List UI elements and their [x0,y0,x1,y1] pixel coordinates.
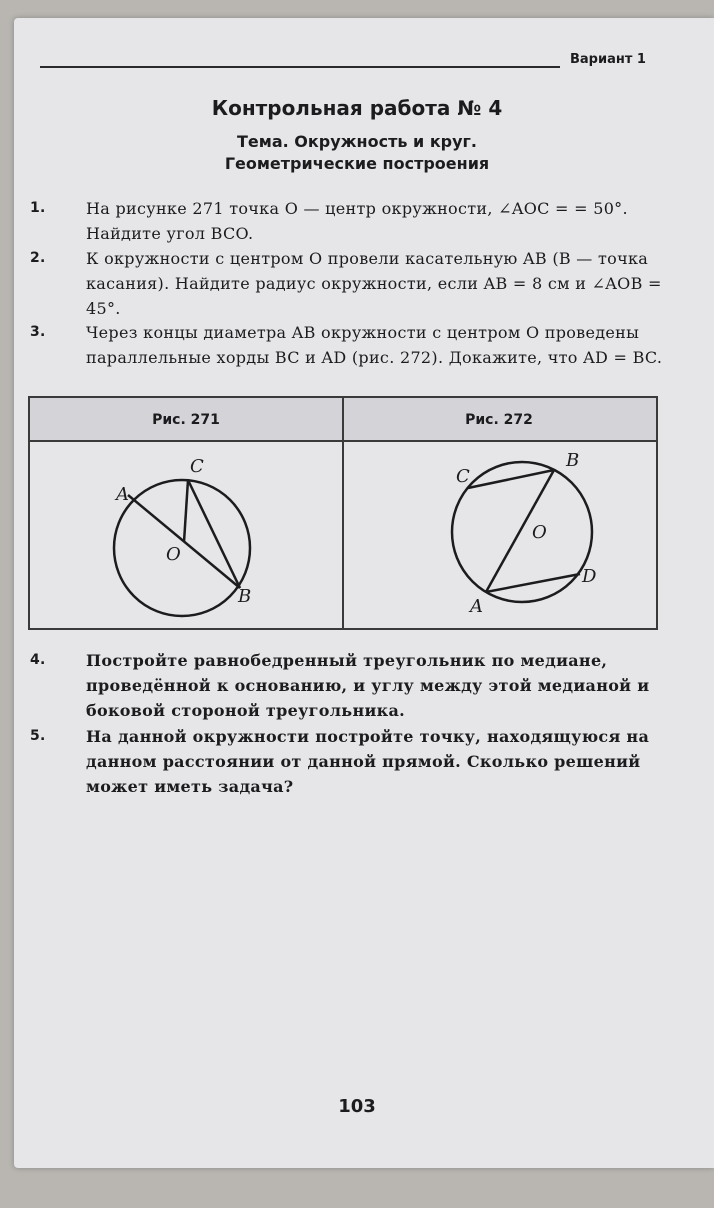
task-text: Постройте равнобедренный треугольник по медиане, проведённой к основанию, и углу между этой медианой и боковой стороной треугольника. [86,651,650,720]
task-5 [30,724,670,799]
task-number: 3. [30,324,46,340]
label-a: A [470,596,483,617]
chord-ad [486,574,580,592]
label-o: O [166,544,181,565]
task-1 [30,196,670,246]
task-text: К окружности с центром O провели касательную AB (B — точка касания). Найдите радиус окружности, если AB = 8 см и ∠AOB = 45°. [86,249,662,318]
label-b: B [238,586,252,607]
page-title: Контрольная работа № 4 [211,96,503,120]
label-c: C [190,456,204,477]
label-b: B [566,450,580,471]
task-text: На рисунке 271 точка O — центр окружности, ∠AOC = = 50°. Найдите угол BCO. [86,199,628,243]
label-c: C [456,466,470,487]
task-text: Через концы диаметра AB окружности с центром O проведены параллельные хорды BC и AD (рис. 272). Докажите, что AD = BC. [86,323,663,367]
radius-oc [184,480,188,542]
task-text: На данной окружности постройте точку, находящуюся на данном расстоянии от данной прямой. Сколько решений может иметь задача? [86,727,650,796]
task-2 [30,246,670,321]
chord-cb [468,470,554,488]
label-a: A [116,484,129,505]
theme-line-1: Тема. Окружность и круг. [236,132,477,151]
chord-cb [188,480,240,588]
circle [452,462,592,602]
variant-label: Вариант 1 [570,52,646,67]
theme-line-2: Геометрические построения [224,154,490,173]
task-number: 2. [30,250,46,266]
fig-272-caption: Рис. 272 [342,398,656,442]
task-number: 5. [30,728,46,744]
label-o: O [532,522,547,543]
fig-271-caption: Рис. 271 [30,398,342,442]
figures-table [28,396,658,630]
figure-271 [30,442,342,628]
task-4 [30,648,670,723]
page-number: 103 [338,1096,376,1117]
header-rule [40,66,560,68]
task-3 [30,320,670,370]
label-d: D [582,566,597,587]
figure-272 [344,442,656,628]
task-number: 4. [30,652,46,668]
task-number: 1. [30,200,46,216]
